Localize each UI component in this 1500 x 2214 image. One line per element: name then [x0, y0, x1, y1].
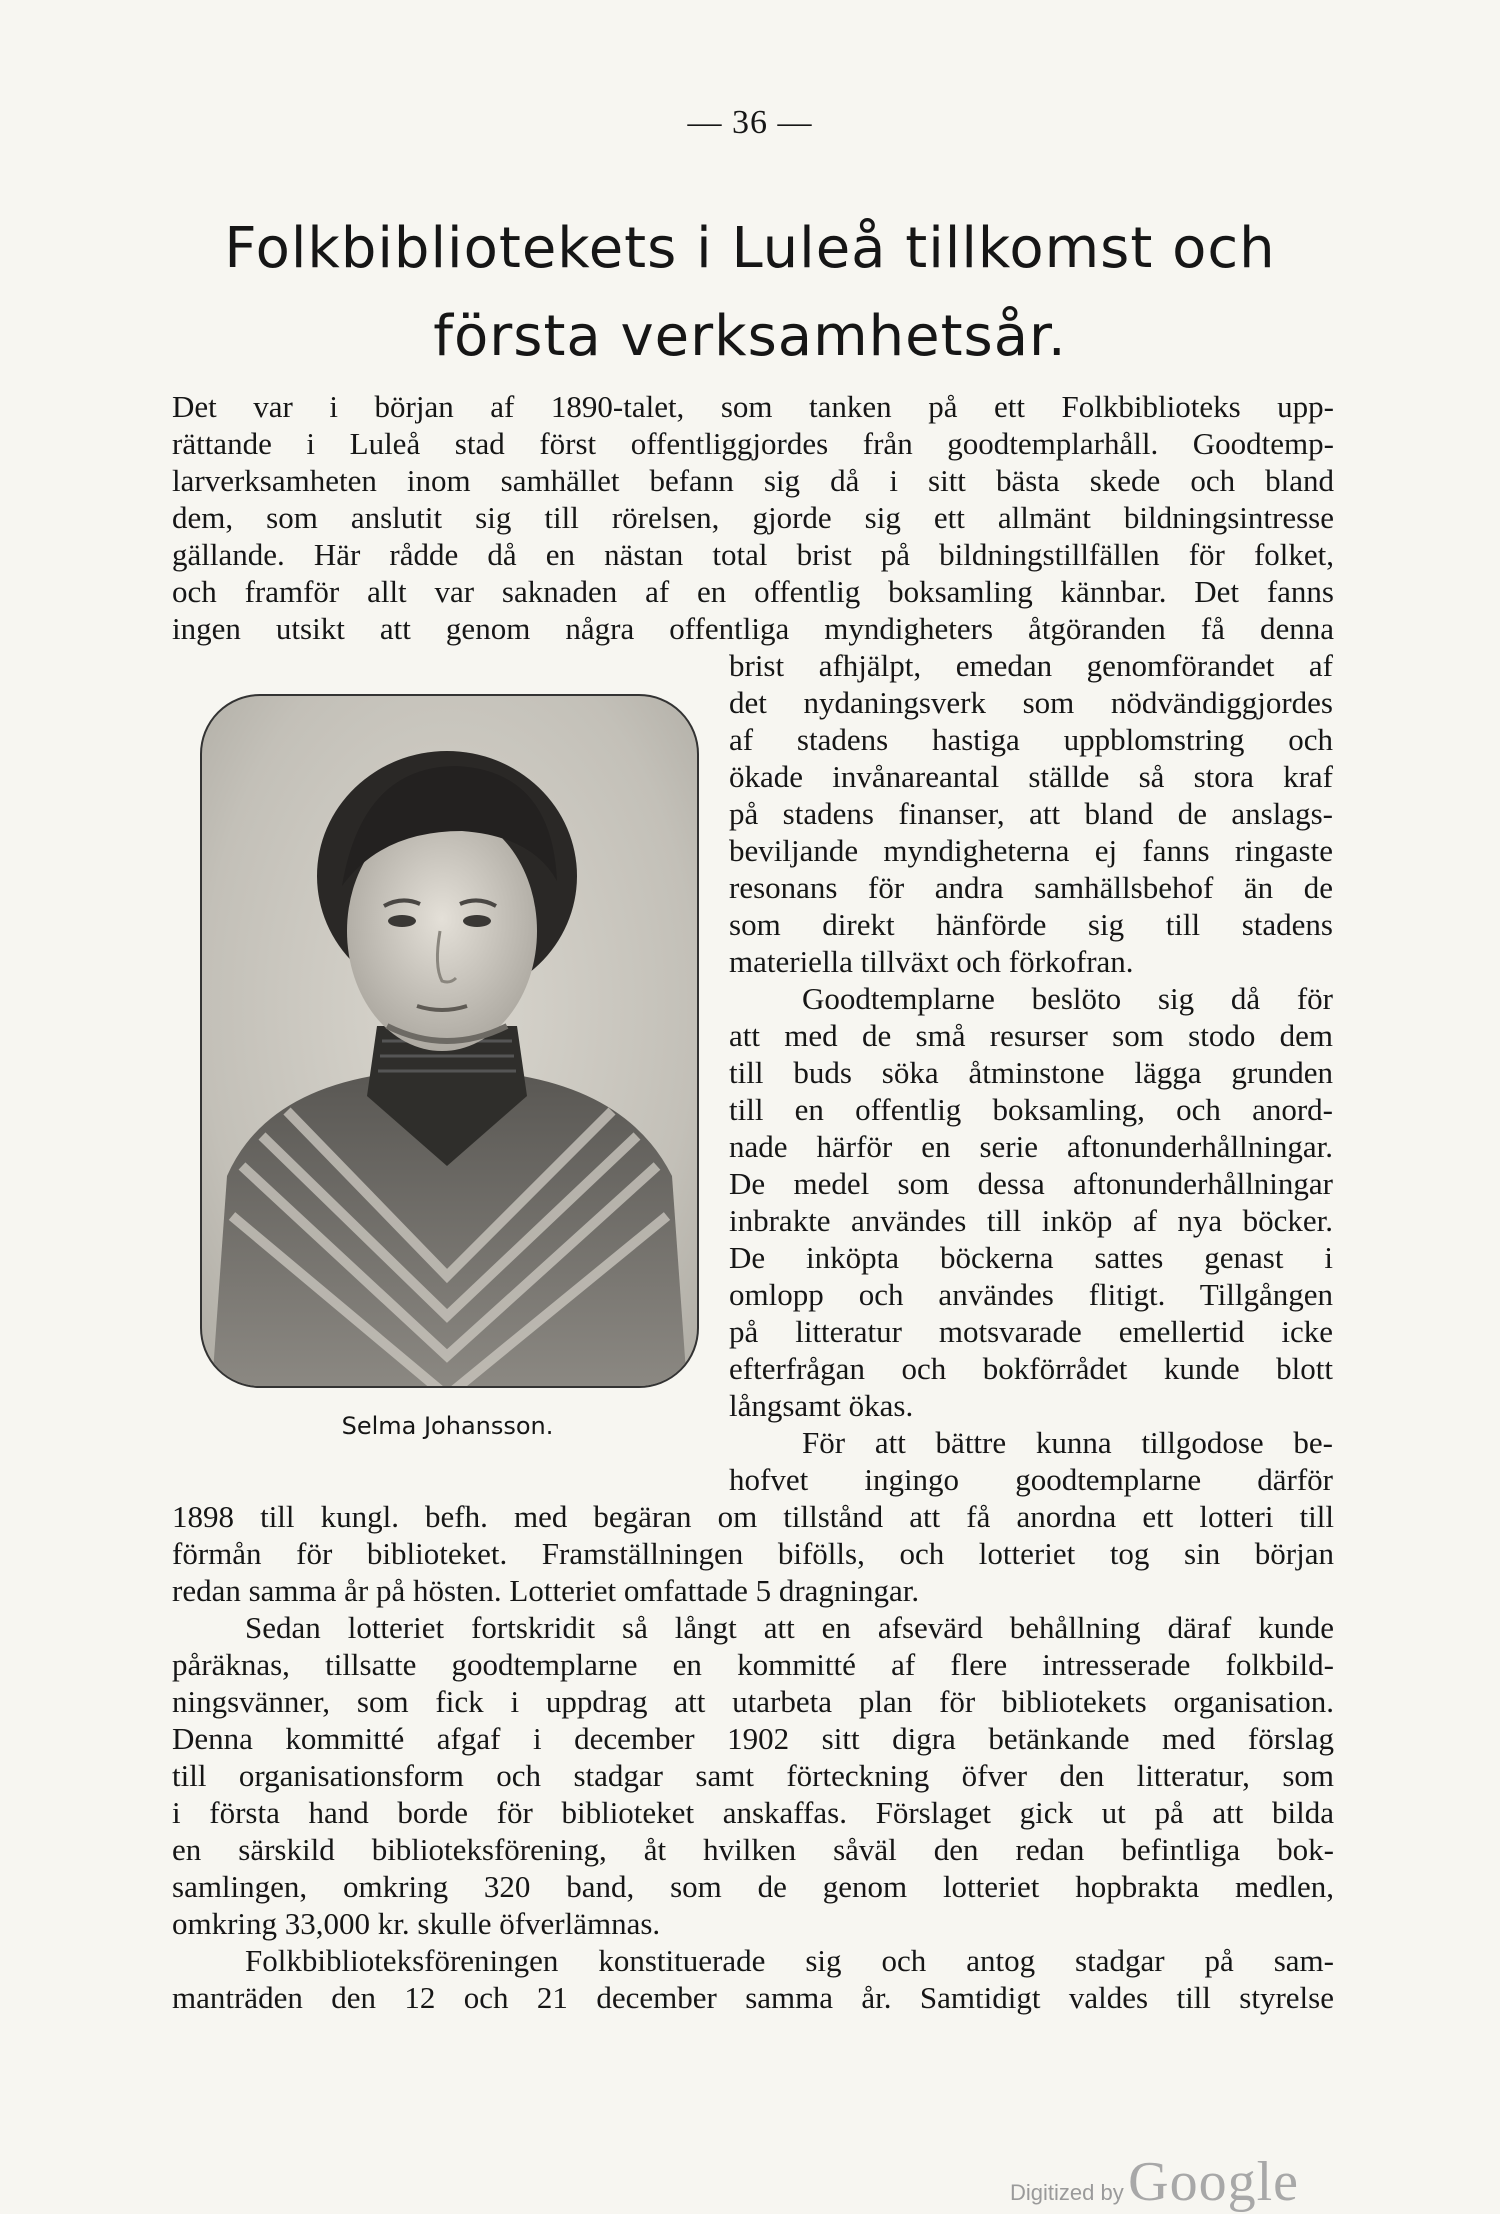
body-line: Sedan lotteriet fortskridit så långt att en afsevärd behållning däraf kunde — [245, 1610, 1334, 1645]
body-line: dem, som anslutit sig till rörelsen, gjorde sig ett allmänt bildningsintresse — [172, 500, 1334, 535]
title-line-2: första verksamhetsår. — [433, 304, 1067, 369]
digitized-watermark — [1010, 2150, 1299, 2214]
body-line: rättande i Luleå stad först offentliggjordes från goodtemplarhåll. Goodtemp- — [172, 426, 1334, 461]
body-line: som direkt hänförde sig till stadens — [729, 907, 1333, 942]
body-line: De medel som dessa aftonunderhållningar — [729, 1166, 1333, 1201]
body-line: hofvet ingingo goodtemplarne därför — [729, 1462, 1333, 1497]
portrait-photo — [200, 694, 699, 1388]
body-line: inbrakte användes till inköp af nya böcker. — [729, 1203, 1333, 1238]
body-line: manträden den 12 och 21 december samma år. Samtidigt valdes till styrelse — [172, 1980, 1334, 2015]
body-line: beviljande myndigheterna ej fanns ringaste — [729, 833, 1333, 868]
body-line: Denna kommitté afgaf i december 1902 sitt digra betänkande med förslag — [172, 1721, 1334, 1756]
body-line: För att bättre kunna tillgodose be- — [802, 1425, 1333, 1460]
body-line: Goodtemplarne beslöto sig då för — [802, 981, 1333, 1016]
watermark-prefix: Digitized by — [1010, 2180, 1124, 2205]
body-line: långsamt ökas. — [729, 1388, 914, 1423]
body-line: larverksamheten inom samhället befann sig då i sitt bästa skede och bland — [172, 463, 1334, 498]
body-line: samlingen, omkring 320 band, som de genom lotteriet hopbrakta medlen, — [172, 1869, 1334, 1904]
body-line: i första hand borde för biblioteket anskaffas. Förslaget gick ut på att bilda — [172, 1795, 1334, 1830]
body-line: en särskild biblioteksförening, åt hvilken såväl den redan befintliga bok- — [172, 1832, 1334, 1867]
body-line: till en offentlig boksamling, och anord- — [729, 1092, 1333, 1127]
body-line: ningsvänner, som fick i uppdrag att utarbeta plan för bibliotekets organisation. — [172, 1684, 1334, 1719]
body-line: omkring 33,000 kr. skulle öfverlämnas. — [172, 1906, 661, 1941]
body-line: till organisationsform och stadgar samt förteckning öfver den litteratur, som — [172, 1758, 1334, 1793]
body-line: De inköpta böckerna sattes genast i — [729, 1240, 1333, 1275]
body-line: gällande. Här rådde då en nästan total brist på bildningstillfällen för folket, — [172, 537, 1334, 572]
body-line: Folkbiblioteksföreningen konstituerade sig och antog stadgar på sam- — [245, 1943, 1334, 1978]
body-line: förmån för biblioteket. Framställningen bifölls, och lotteriet tog sin början — [172, 1536, 1334, 1571]
portrait-illustration — [202, 696, 697, 1386]
body-line: materiella tillväxt och förkofran. — [729, 944, 1134, 979]
body-line: brist afhjälpt, emedan genomförandet af — [729, 648, 1333, 683]
body-line: ökade invånareantal ställde så stora kraf — [729, 759, 1333, 794]
body-line: att med de små resurser som stodo dem — [729, 1018, 1333, 1053]
body-line: 1898 till kungl. befh. med begäran om tillstånd att få anordna ett lotteri till — [172, 1499, 1334, 1534]
page-number: — 36 — — [687, 104, 813, 141]
watermark-brand: Google — [1128, 2151, 1300, 2213]
body-line: till buds söka åtminstone lägga grunden — [729, 1055, 1333, 1090]
body-line: det nydaningsverk som nödvändiggjordes — [729, 685, 1333, 720]
body-line: af stadens hastiga uppblomstring och — [729, 722, 1333, 757]
body-line: och framför allt var saknaden af en offentlig boksamling kännbar. Det fanns — [172, 574, 1334, 609]
body-line: nade härför en serie aftonunderhållningar. — [729, 1129, 1333, 1164]
body-line: redan samma år på hösten. Lotteriet omfattade 5 dragningar. — [172, 1573, 920, 1608]
body-line: på litteratur motsvarade emellertid icke — [729, 1314, 1333, 1349]
title-line-1: Folkbibliotekets i Luleå tillkomst och — [224, 216, 1276, 281]
body-line: Det var i början af 1890-talet, som tanken på ett Folkbiblioteks upp- — [172, 389, 1334, 424]
body-line: omlopp och användes flitigt. Tillgången — [729, 1277, 1333, 1312]
body-line: efterfrågan och bokförrådet kunde blott — [729, 1351, 1333, 1386]
body-line: påräknas, tillsatte goodtemplarne en kommitté af flere intresserade folkbild- — [172, 1647, 1334, 1682]
photo-caption: Selma Johansson. — [341, 1412, 554, 1440]
body-line: ingen utsikt att genom några offentliga myndigheters åtgöranden få denna — [172, 611, 1334, 646]
body-line: resonans för andra samhällsbehof än de — [729, 870, 1333, 905]
body-line: på stadens finanser, att bland de anslags- — [729, 796, 1333, 831]
